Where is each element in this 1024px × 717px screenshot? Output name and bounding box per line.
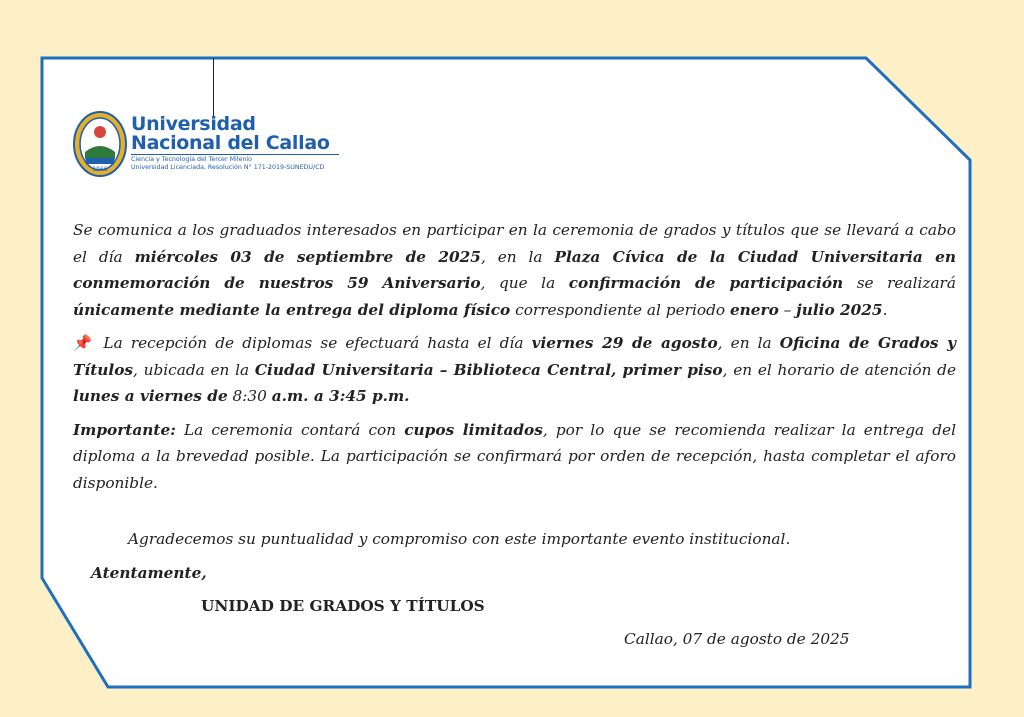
svg-text:1966: 1966 (92, 166, 108, 173)
paragraph-reception: 📌 La recepción de diplomas se efectuará hasta el día viernes 29 de agosto, en la Oficina de Grados y Títulos, ubicada en la Ciudad Universitaria – Biblioteca Central, primer piso, en el horario de atención de lunes a viernes de 8:30 a.m. a 3:45 p.m. (73, 334, 957, 405)
thanks-line: Agradecemos su puntualidad y compromiso con este importante evento institucional. (128, 530, 791, 548)
university-logo (72, 108, 352, 180)
paragraph-important: Importante: La ceremonia contará con cupos limitados, por lo que se recomienda realizar la entrega del diploma a la brevedad posible. La participación se confirmará por orden de recepción, hasta completar el aforo disponible. (73, 420, 956, 492)
important-label: Importante: (73, 420, 176, 439)
confirmation-method: únicamente mediante la entrega del diploma físico (73, 300, 511, 319)
paragraph-announcement: Se comunica a los graduados interesados en participar en la ceremonia de grados y títulos que se llevará a cabo el día miércoles 03 de septiembre de 2025, en la Plaza Cívica de la Ciudad Universitaria en conmemoración de nuestros 59 Aniversario, que la confirmación de participación se realizará únicamente mediante la entrega del diploma físico correspondiente al periodo enero – julio 2025. (73, 221, 956, 319)
university-tagline: Ciencia y Tecnología del Tercer Milenio (131, 156, 253, 163)
logo-rule (131, 154, 339, 155)
notice-body (73, 217, 956, 503)
university-license: Universidad Licenciada, Resolución N° 171-2019-SUNEDU/CD (131, 164, 325, 171)
signature-unit: UNIDAD DE GRADOS Y TÍTULOS (201, 597, 485, 615)
university-name-line1: Universidad (131, 113, 256, 135)
university-name-line2: Nacional del Callao (131, 132, 330, 154)
ceremony-place: Plaza Cívica de la Ciudad Universitaria en conmemoración de nuestros 59 Aniversario (73, 247, 956, 292)
reception-deadline: viernes 29 de agosto (531, 334, 718, 352)
office-name: Oficina de Grados y Títulos (73, 334, 956, 379)
place-date: Callao, 07 de agosto de 2025 (624, 630, 850, 648)
office-location: Ciudad Universitaria – Biblioteca Central, primer piso (254, 360, 723, 379)
office-hours: a.m. a 3:45 p.m. (271, 387, 410, 405)
limited-seats: cupos limitados (404, 420, 543, 439)
regards-line: Atentamente, (91, 564, 207, 582)
university-seal-icon (72, 110, 128, 178)
pushpin-icon: 📌 (73, 334, 96, 352)
ceremony-date: miércoles 03 de septiembre de 2025 (134, 247, 481, 266)
confirmation-label: confirmación de participación (568, 274, 844, 292)
